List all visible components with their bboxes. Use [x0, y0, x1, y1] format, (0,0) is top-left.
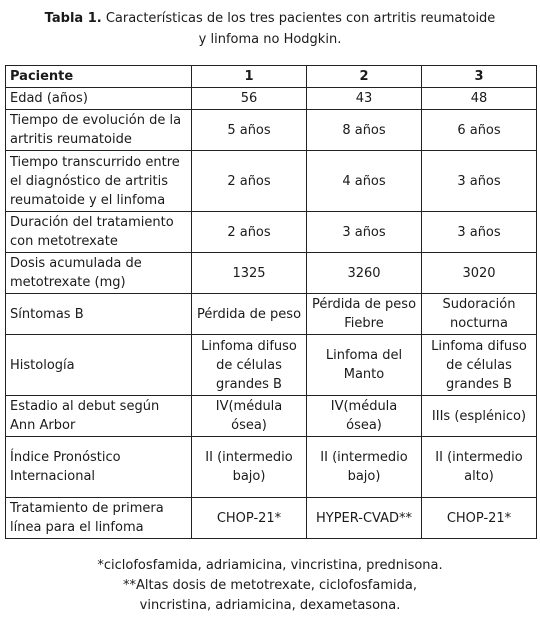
cell-patient-1: 2 años — [192, 212, 307, 253]
row-label: Edad (años) — [6, 88, 192, 110]
cell-patient-3: CHOP-21* — [422, 498, 537, 539]
cell-patient-3: 6 años — [422, 110, 537, 151]
cell-patient-1: IV(médula ósea) — [192, 396, 307, 437]
row-label: Duración del tratamiento con metotrexate — [6, 212, 192, 253]
cell-patient-2: Linfoma del Manto — [307, 335, 422, 396]
table-row — [6, 88, 537, 110]
cell-patient-2: HYPER-CVAD** — [307, 498, 422, 539]
table-row — [6, 212, 537, 253]
cell-patient-2: 3260 — [307, 253, 422, 294]
footnote-2: **Altas dosis de metotrexate, ciclofosfamida, — [123, 578, 417, 593]
caption-line-1 — [0, 8, 540, 29]
cell-patient-2: 8 años — [307, 110, 422, 151]
row-label: Síntomas B — [6, 294, 192, 335]
cell-patient-1: 5 años — [192, 110, 307, 151]
cell-patient-1: II (intermedio bajo) — [192, 437, 307, 498]
table-row — [6, 335, 537, 396]
cell-patient-2: II (intermedio bajo) — [307, 437, 422, 498]
table-row — [6, 294, 537, 335]
row-label: Índice Pronóstico Internacional — [6, 437, 192, 498]
table-caption — [0, 8, 540, 50]
header-patient-3: 3 — [422, 66, 537, 88]
row-label: Histología — [6, 335, 192, 396]
cell-patient-3: 3 años — [422, 151, 537, 212]
footnote-2-continued: vincristina, adriamicina, dexametasona. — [139, 598, 401, 613]
row-label: Dosis acumulada de metotrexate (mg) — [6, 253, 192, 294]
table-row — [6, 253, 537, 294]
patients-table — [5, 65, 537, 539]
cell-patient-1: Pérdida de peso — [192, 294, 307, 335]
caption-title: Características de los tres pacientes con artritis reumatoide — [105, 11, 496, 26]
cell-patient-1: 1325 — [192, 253, 307, 294]
cell-patient-2: 43 — [307, 88, 422, 110]
row-label: Tiempo transcurrido entre el diagnóstico de artritis reumatoide y el linfoma — [6, 151, 192, 212]
table-row — [6, 498, 537, 539]
cell-patient-1: Linfoma difuso de células grandes B — [192, 335, 307, 396]
cell-patient-1: 2 años — [192, 151, 307, 212]
cell-patient-1: 56 — [192, 88, 307, 110]
footnote-1: *ciclofosfamida, adriamicina, vincristina, prednisona. — [97, 558, 443, 573]
header-row — [6, 66, 537, 88]
table-row — [6, 110, 537, 151]
cell-patient-3: Sudoración nocturna — [422, 294, 537, 335]
cell-patient-2: IV(médula ósea) — [307, 396, 422, 437]
table-row — [6, 437, 537, 498]
caption-label: Tabla 1. — [44, 11, 102, 26]
cell-patient-3: Linfoma difuso de células grandes B — [422, 335, 537, 396]
cell-patient-3: 3020 — [422, 253, 537, 294]
cell-patient-2: Pérdida de peso Fiebre — [307, 294, 422, 335]
cell-patient-1: CHOP-21* — [192, 498, 307, 539]
row-label: Tratamiento de primera línea para el linfoma — [6, 498, 192, 539]
row-label: Estadio al debut según Ann Arbor — [6, 396, 192, 437]
row-label: Tiempo de evolución de la artritis reumatoide — [6, 110, 192, 151]
header-patient-2: 2 — [307, 66, 422, 88]
cell-patient-3: II (intermedio alto) — [422, 437, 537, 498]
cell-patient-2: 3 años — [307, 212, 422, 253]
table-row — [6, 151, 537, 212]
header-paciente: Paciente — [6, 66, 192, 88]
table-row — [6, 396, 537, 437]
cell-patient-3: 3 años — [422, 212, 537, 253]
caption-line-2: y linfoma no Hodgkin. — [198, 32, 342, 47]
cell-patient-2: 4 años — [307, 151, 422, 212]
header-patient-1: 1 — [192, 66, 307, 88]
cell-patient-3: IIIs (esplénico) — [422, 396, 537, 437]
table-footnotes — [0, 556, 540, 616]
cell-patient-3: 48 — [422, 88, 537, 110]
